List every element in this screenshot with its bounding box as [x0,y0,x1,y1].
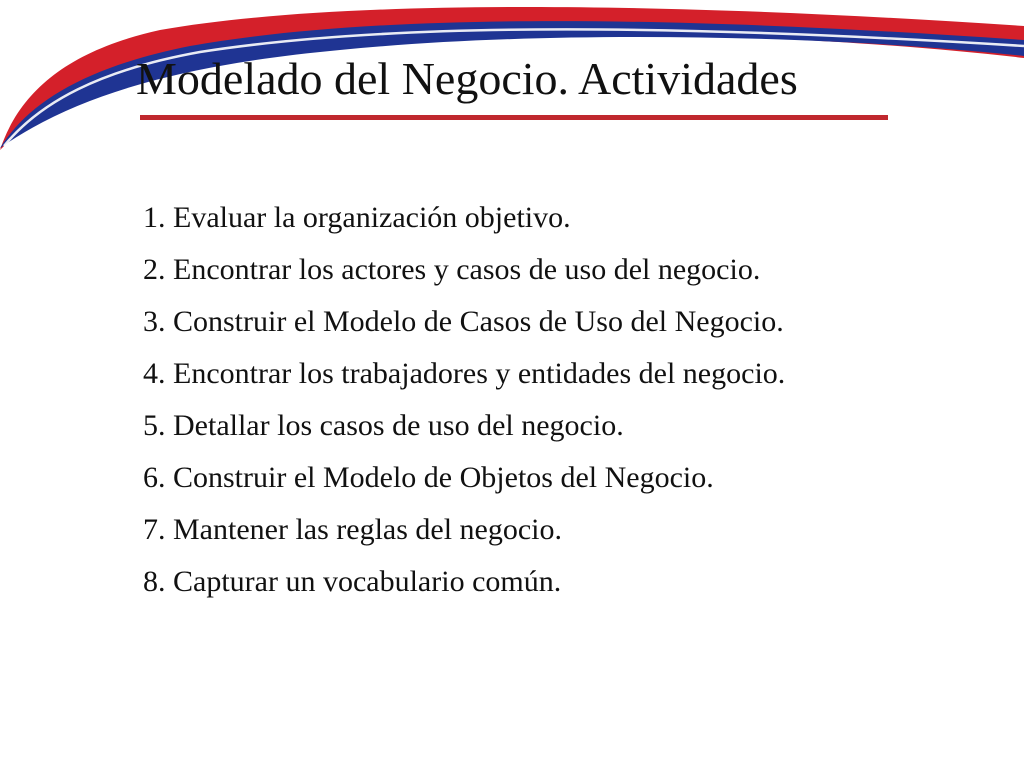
title-underline [140,115,888,120]
list-item: 7. Mantener las reglas del negocio. [143,513,563,546]
list-item: 2. Encontrar los actores y casos de uso del negocio. [143,253,761,286]
list-item: 4. Encontrar los trabajadores y entidades del negocio. [143,357,786,390]
list-item: 5. Detallar los casos de uso del negocio. [143,409,624,442]
list-item: 3. Construir el Modelo de Casos de Uso del Negocio. [143,305,784,338]
activity-list [143,192,785,608]
list-item: 1. Evaluar la organización objetivo. [143,201,571,234]
slide-title: Modelado del Negocio. Actividades [136,53,798,104]
list-item: 8. Capturar un vocabulario común. [143,565,562,598]
list-item: 6. Construir el Modelo de Objetos del Negocio. [143,461,714,494]
